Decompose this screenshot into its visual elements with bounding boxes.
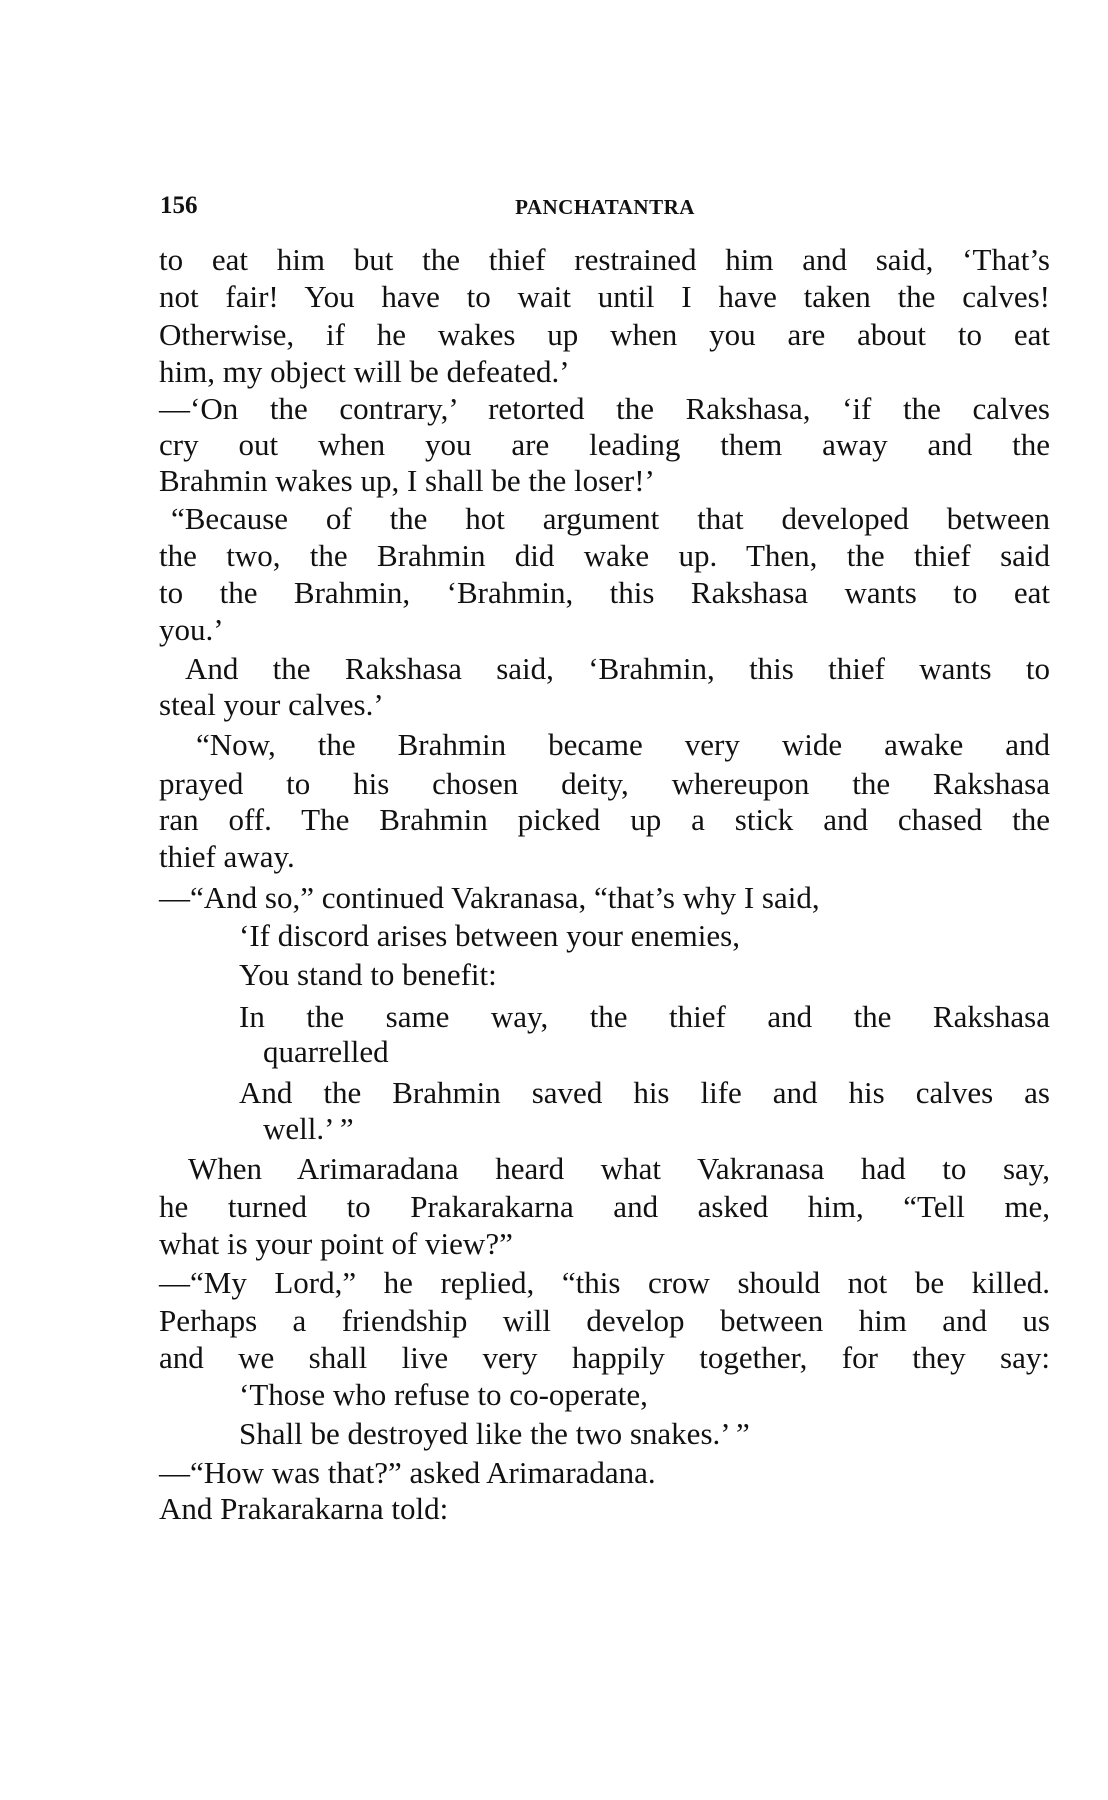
text-line: steal your calves.’ [159,687,384,722]
text-line: and we shall live very happily together, for they say: [159,1340,1050,1375]
text-line: “Because of the hot argument that developed between [171,501,1050,536]
text-line: what is your point of view?” [159,1226,513,1261]
text-line: ran off. The Brahmin picked up a stick and chased the [159,802,1050,837]
text-line: Otherwise, if he wakes up when you are about to eat [159,317,1050,352]
text-line: —‘On the contrary,’ retorted the Rakshasa, ‘if the calves [159,391,1050,426]
text-line: prayed to his chosen deity, whereupon the Rakshasa [159,766,1050,801]
verse-line: ‘Those who refuse to co-operate, [239,1377,648,1412]
verse-line: In the same way, the thief and the Rakshasa [239,999,1050,1034]
text-line: Brahmin wakes up, I shall be the loser!’ [159,463,655,498]
text-line: cry out when you are leading them away and the [159,427,1050,462]
page-number: 156 [160,192,198,219]
running-title: PANCHATANTRA [515,195,695,219]
text-line: —“My Lord,” he replied, “this crow should not be killed. [159,1265,1050,1300]
text-line: to the Brahmin, ‘Brahmin, this Rakshasa wants to eat [159,575,1050,610]
text-line: “Now, the Brahmin became very wide awake and [196,727,1050,762]
text-line: Perhaps a friendship will develop between him and us [159,1303,1050,1338]
text-line: the two, the Brahmin did wake up. Then, the thief said [159,538,1050,573]
text-line: —“And so,” continued Vakranasa, “that’s why I said, [159,880,820,915]
text-line: And Prakarakarna told: [159,1491,449,1526]
verse-line: ‘If discord arises between your enemies, [239,918,740,953]
text-line: not fair! You have to wait until I have taken the calves! [159,279,1050,314]
text-line: —“How was that?” asked Arimaradana. [159,1455,656,1490]
verse-line: Shall be destroyed like the two snakes.’ ” [239,1416,750,1451]
text-line: And the Rakshasa said, ‘Brahmin, this thief wants to [185,651,1050,686]
verse-line: well.’ ” [263,1111,354,1146]
text-line: to eat him but the thief restrained him and said, ‘That’s [159,242,1050,277]
text-line: you.’ [159,612,224,647]
text-line: he turned to Prakarakarna and asked him, “Tell me, [159,1189,1050,1224]
text-line: him, my object will be defeated.’ [159,354,570,389]
text-line: thief away. [159,839,295,874]
verse-line: quarrelled [263,1034,389,1069]
verse-line: You stand to benefit: [239,957,497,992]
text-line: When Arimaradana heard what Vakranasa had to say, [188,1151,1050,1186]
verse-line: And the Brahmin saved his life and his calves as [239,1075,1050,1110]
